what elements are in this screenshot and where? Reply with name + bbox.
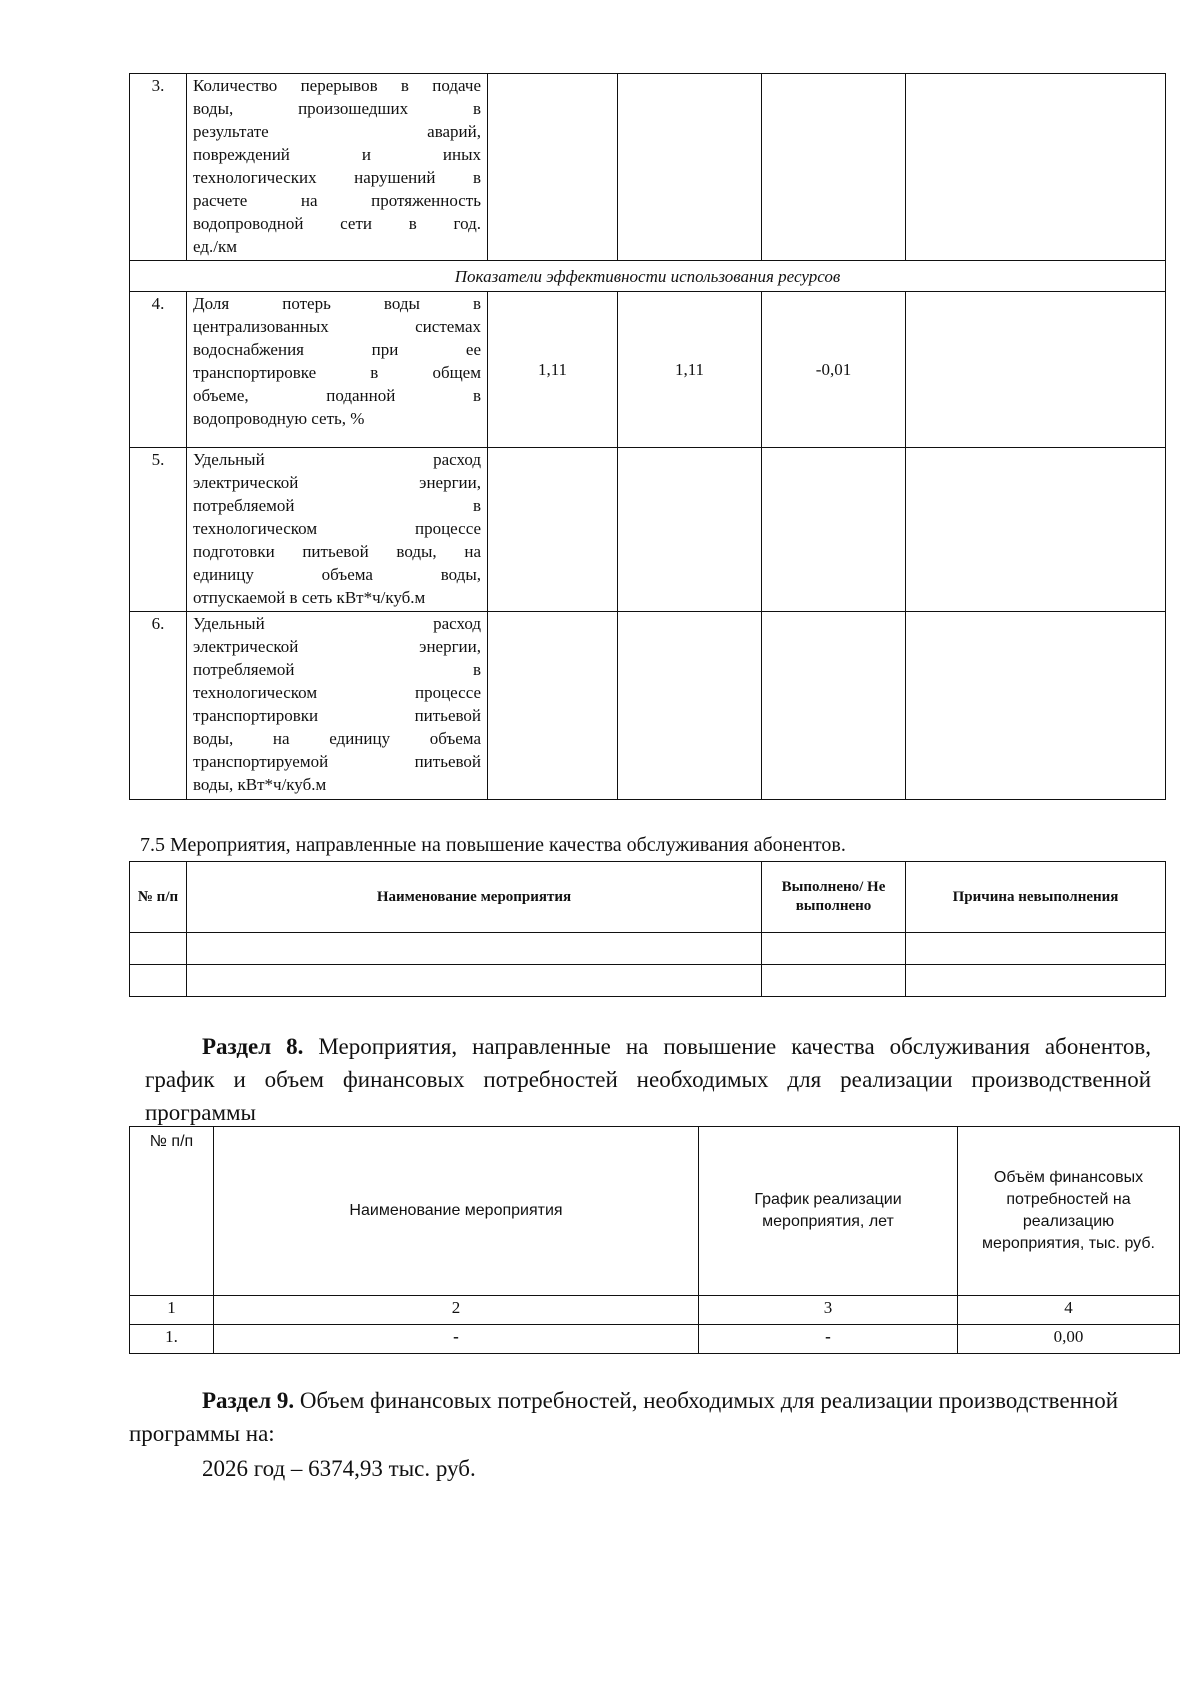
table-row [130, 74, 1166, 261]
row-name-line: потребляемой в [193, 496, 481, 515]
row-num: 5. [130, 448, 187, 612]
row-name-line: технологическом процессе [193, 683, 481, 702]
row-name-line: водопроводную сеть, % [193, 409, 365, 428]
row-value-v1 [488, 74, 618, 261]
section-heading-row: Показатели эффективности использования ресурсов [130, 261, 1166, 292]
header-volume: Объём финансовых потребностей на реализацию мероприятия, тыс. руб. [958, 1127, 1180, 1296]
row-name-line: Удельный расход [193, 614, 481, 633]
row-num: 1. [130, 1325, 214, 1354]
row-name-line: потребляемой в [193, 660, 481, 679]
row-name-line: Доля потерь воды в [193, 294, 481, 313]
header-done: Выполнено/ Не выполнено [762, 862, 906, 933]
row-num: 6. [130, 612, 187, 800]
row-name-line: результате аварий, [193, 122, 481, 141]
row-schedule: - [699, 1325, 958, 1354]
row-value-v4 [906, 448, 1166, 612]
section-8-heading [145, 1030, 1151, 1129]
row-name-line: воды, кВт*ч/куб.м [193, 775, 327, 794]
header-name: Наименование мероприятия [214, 1127, 699, 1296]
row-value-v4 [906, 612, 1166, 800]
row-name [187, 448, 488, 612]
row-value-v1 [488, 612, 618, 800]
section-8-table [129, 1126, 1180, 1354]
row-value-v1 [488, 448, 618, 612]
section-9-heading [129, 1384, 1169, 1450]
row-value-v2 [618, 612, 762, 800]
row-name-line: технологических нарушений в [193, 168, 481, 187]
row-value-v2 [618, 74, 762, 261]
row-name: - [214, 1325, 699, 1354]
col-number: 2 [214, 1296, 699, 1325]
section-8-text: Мероприятия, направленные на повышение качества обслуживания абонентов, график и объем финансовых потребностей необходимых для реализации производственной программы [145, 1034, 1151, 1125]
row-name-line: транспортировке в общем [193, 363, 481, 382]
row-value-v4 [906, 292, 1166, 448]
section-9-text: Объем финансовых потребностей, необходимых для реализации производственной программы на: [129, 1388, 1119, 1446]
row-value-v2 [618, 448, 762, 612]
section-7-5-table [129, 861, 1166, 997]
row-value-v3 [762, 448, 906, 612]
col-number: 4 [958, 1296, 1180, 1325]
row-name [187, 74, 488, 261]
row-name-line: воды, на единицу объема [193, 729, 481, 748]
row-name-line: водопроводной сети в год. [193, 214, 481, 233]
row-name-line: транспортируемой питьевой [193, 752, 481, 771]
table-row [130, 448, 1166, 612]
header-num: № п/п [130, 1127, 214, 1296]
row-name-line: Количество перерывов в подаче [193, 76, 481, 95]
row-name-line: транспортировки питьевой [193, 706, 481, 725]
row-value-v2: 1,11 [618, 292, 762, 448]
row-value-v4 [906, 74, 1166, 261]
row-num: 4. [130, 292, 187, 448]
section-9-label: Раздел 9. [202, 1388, 295, 1413]
row-name-line: расчете на протяженность [193, 191, 481, 210]
row-value-v1: 1,11 [488, 292, 618, 448]
row-name-line: централизованных системах [193, 317, 481, 336]
row-name [187, 292, 488, 448]
table-row [130, 612, 1166, 800]
table-row [130, 1325, 1180, 1354]
header-num: № п/п [130, 862, 187, 933]
section-7-5-title: 7.5 Мероприятия, направленные на повышение качества обслуживания абонентов. [140, 834, 846, 856]
col-number: 3 [699, 1296, 958, 1325]
row-name-line: воды, произошедших в [193, 99, 481, 118]
row-name-line: электрической энергии, [193, 637, 481, 656]
row-name [187, 612, 488, 800]
section-9-year-line: 2026 год – 6374,93 тыс. руб. [202, 1456, 476, 1481]
table-row [130, 933, 1166, 965]
row-name-line: ед./км [193, 237, 237, 256]
table-row [130, 292, 1166, 448]
row-name-line: технологическом процессе [193, 519, 481, 538]
row-value-v3 [762, 74, 906, 261]
indicators-table [129, 73, 1166, 800]
row-name-line: отпускаемой в сеть кВт*ч/куб.м [193, 588, 426, 607]
header-schedule: График реализации мероприятия, лет [699, 1127, 958, 1296]
row-name-line: подготовки питьевой воды, на [193, 542, 481, 561]
row-name-line: электрической энергии, [193, 473, 481, 492]
row-name-line: водоснабжения при ее [193, 340, 481, 359]
row-value-v3: -0,01 [762, 292, 906, 448]
row-num: 3. [130, 74, 187, 261]
row-volume: 0,00 [958, 1325, 1180, 1354]
col-number: 1 [130, 1296, 214, 1325]
row-value-v3 [762, 612, 906, 800]
header-name: Наименование мероприятия [187, 862, 762, 933]
header-reason: Причина невыполнения [906, 862, 1166, 933]
table-row [130, 965, 1166, 997]
row-name-line: повреждений и иных [193, 145, 481, 164]
row-name-line: единицу объема воды, [193, 565, 481, 584]
row-name-line: Удельный расход [193, 450, 481, 469]
section-8-label: Раздел 8. [202, 1034, 304, 1059]
row-name-line: объеме, поданной в [193, 386, 481, 405]
